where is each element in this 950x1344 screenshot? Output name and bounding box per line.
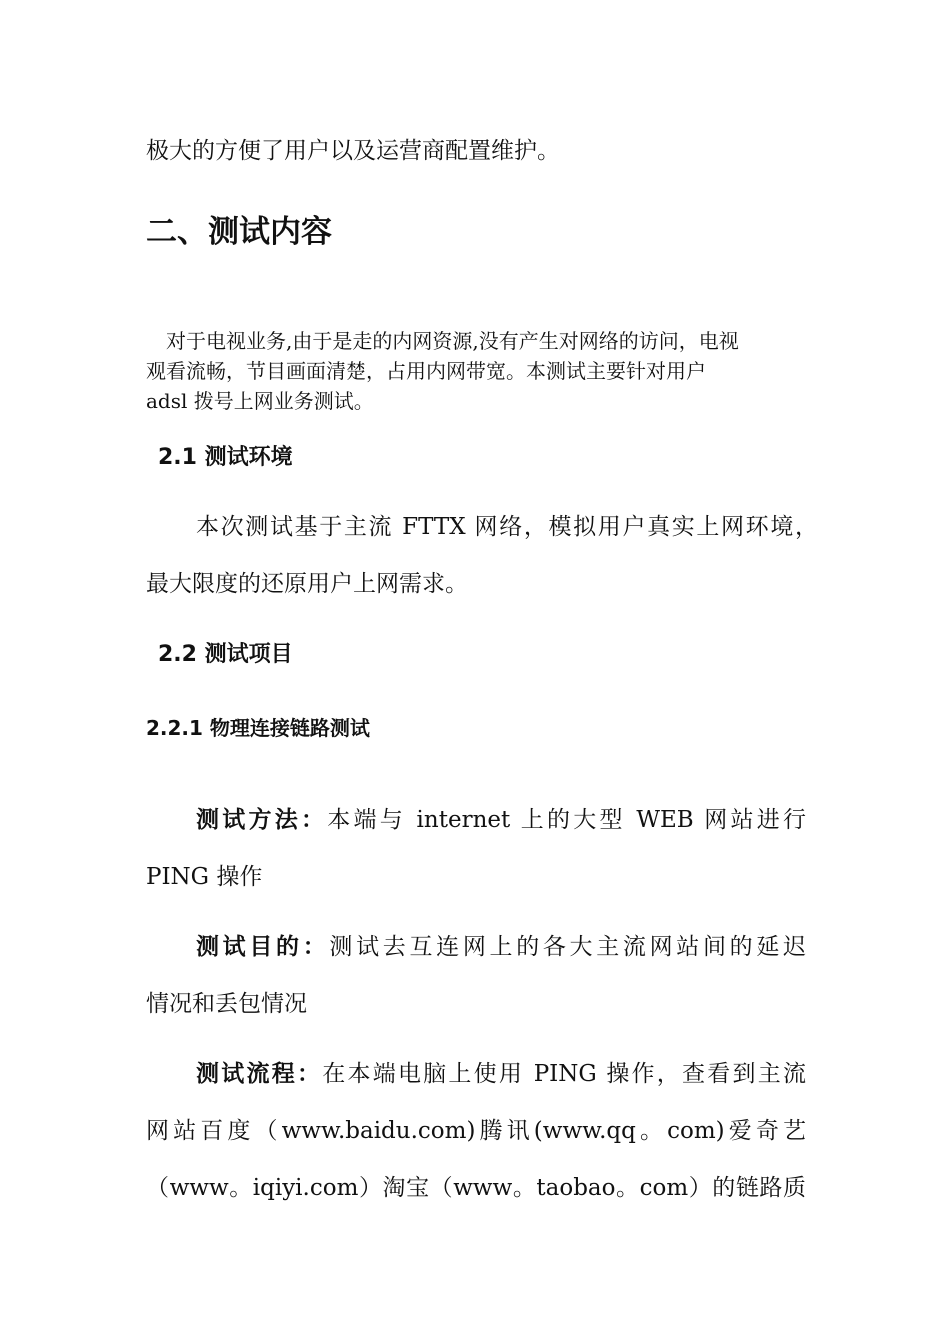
paragraph-line: PING 操作	[146, 864, 263, 890]
test-purpose-text: 测试去互连网上的各大主流网站间的延迟	[329, 934, 806, 960]
subsection-heading-test-environment: 2.1 测试环境	[158, 445, 293, 470]
test-process-line	[196, 1059, 806, 1089]
paragraph-line: 网站百度（www.baidu.com)腾讯(www.qq。com)爱奇艺	[146, 1118, 806, 1144]
paragraph-line: adsl 拨号上网业务测试。	[146, 389, 374, 413]
test-method-text: 本端与 internet 上的大型 WEB 网站进行	[327, 807, 806, 833]
paragraph-line: 情况和丢包情况	[146, 991, 307, 1017]
test-method-label: 测试方法：	[196, 807, 328, 833]
test-purpose-label: 测试目的：	[196, 934, 330, 960]
test-process-label: 测试流程：	[196, 1061, 323, 1087]
section-heading-test-content: 二、测试内容	[146, 214, 332, 250]
subsection-heading-test-items: 2.2 测试项目	[158, 642, 293, 667]
paragraph-line: （www。iqiyi.com）淘宝（www。taobao。com）的链路质	[146, 1175, 806, 1201]
test-method-line	[196, 805, 806, 835]
test-purpose-line	[196, 932, 806, 962]
test-process-text: 在本端电脑上使用 PING 操作，查看到主流	[322, 1061, 806, 1087]
subsubsection-heading-physical-link-test: 2.2.1 物理连接链路测试	[146, 716, 370, 740]
intro-continuation-line: 极大的方便了用户以及运营商配置维护。	[146, 138, 560, 164]
paragraph-line: 本次测试基于主流 FTTX 网络，模拟用户真实上网环境，	[196, 514, 818, 540]
paragraph-line: 最大限度的还原用户上网需求。	[146, 571, 468, 597]
paragraph-line: 观看流畅，节目画面清楚，占用内网带宽。本测试主要针对用户	[146, 359, 706, 383]
paragraph-line: 对于电视业务,由于是走的内网资源,没有产生对网络的访问，电视	[166, 329, 739, 353]
